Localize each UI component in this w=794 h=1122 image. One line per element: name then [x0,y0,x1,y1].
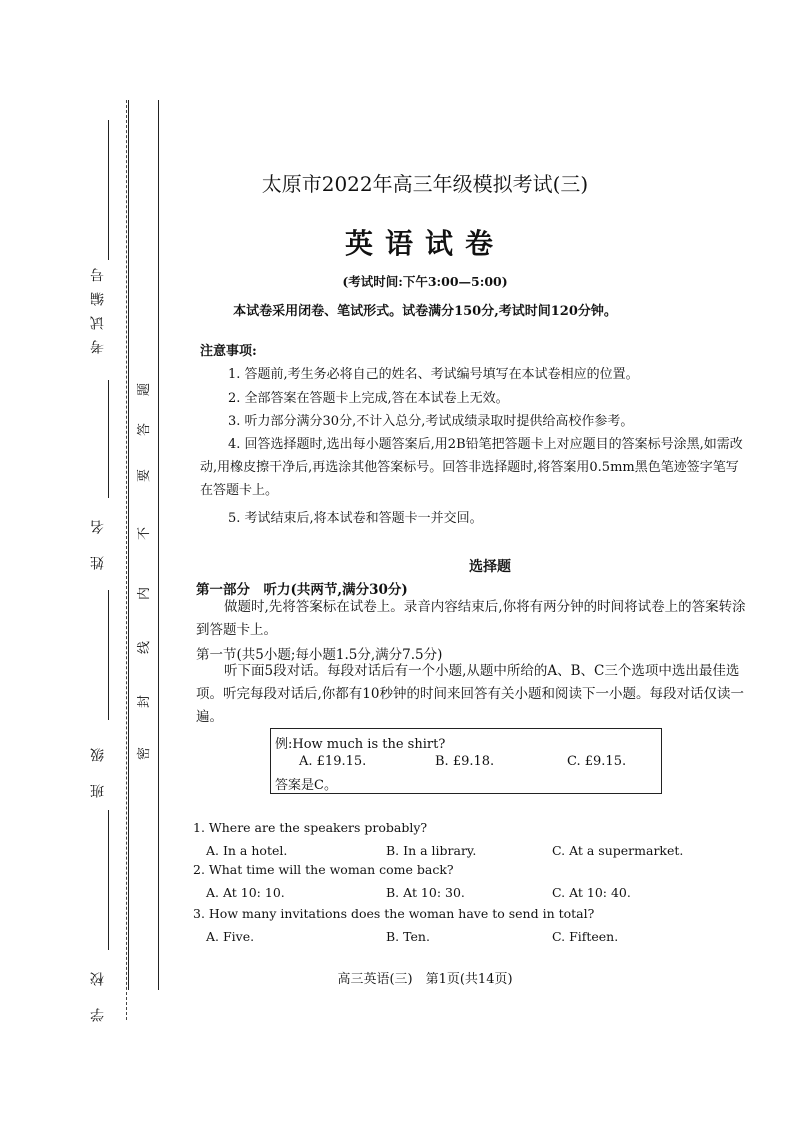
question-text: 3. How many invitations does the woman have to send in total? [193,906,595,921]
seal-char: 题 [137,382,153,397]
class-line [108,590,109,720]
sec1-instruction: 听下面5段对话。每段对话后有一个小题,从题中所给的A、B、C三个选项中选出最佳选项。听完每段对话后,你都有10秒钟的时间来回答有关小题和阅读下一小题。每段对话仅读一遍。 [196,663,744,725]
seal-char: 要 [137,468,153,483]
question-text: 1. Where are the speakers probably? [193,820,428,835]
exam-mode: 本试卷采用闭卷、笔试形式。试卷满分150分,考试时间120分钟。 [233,304,617,319]
exam-time: (考试时间:下午3:00—5:00) [342,274,508,289]
example-option: B. £9.18. [435,754,495,769]
binding-dashed-line [126,100,127,1020]
note-item: 4. 回答选择题时,选出每小题答案后,用2B铅笔把答题卡上对应题目的答案标号涂黑,如需改动,用橡皮擦干净后,再选涂其他答案标号。回答非选择题时,将答案用0.5mm黑色笔迹签字笔写在答题卡上。 [200,437,743,498]
binding-line-outer [158,100,159,990]
example-option: C. £9.15. [567,754,627,769]
example-option: A. £19.15. [299,754,367,769]
note-item: 1. 答题前,考生务必将自己的姓名、考试编号填写在本试卷相应的位置。 [228,367,639,382]
part1-instruction: 做题时,先将答案标在试卷上。录音内容结束后,你将有两分钟的时间将试卷上的答案转涂到答题卡上。 [196,599,746,638]
seal-char: 内 [137,586,153,601]
page-footer: 高三英语(三) 第1页(共14页) [337,972,513,987]
section-title: 选择题 [469,559,511,575]
note-item: 2. 全部答案在答题卡上完成,答在本试卷上无效。 [228,391,509,406]
question-option: B. In a library. [386,843,477,858]
question-option: C. Fifteen. [552,929,619,944]
seal-char: 封 [137,694,153,709]
seal-char: 答 [137,422,153,437]
question-text: 2. What time will the woman come back? [193,862,454,877]
question-option: C. At 10: 40. [552,885,631,900]
part1-title: 第一部分 听力(共两节,满分30分) [196,582,408,598]
example-answer: 答案是C。 [275,778,337,793]
question-option: B. At 10: 30. [386,885,465,900]
subject-title: 英语试卷 [344,227,505,260]
seal-char: 线 [137,640,153,655]
seal-char: 密 [137,746,153,761]
school-label: 学校 [90,950,106,1022]
exam-title: 太原市2022年高三年级模拟考试(三) [261,172,589,196]
question-option: B. Ten. [386,929,430,944]
name-line [108,380,109,498]
question-option: C. At a supermarket. [552,843,684,858]
class-label: 班级 [90,726,106,798]
school-line [108,810,109,950]
example-question: 例:How much is the shirt? [275,737,446,752]
question-option: A. Five. [206,929,255,944]
exam-id-label: 考试编号 [90,258,106,354]
notes-title: 注意事项: [200,344,257,359]
example-box [270,728,662,794]
seal-char: 不 [137,526,153,541]
name-label: 姓名 [90,498,106,570]
binding-line-inner [128,100,129,990]
question-option: A. In a hotel. [206,843,288,858]
question-option: A. At 10: 10. [206,885,285,900]
sec1-title: 第一节(共5小题;每小题1.5分,满分7.5分) [196,647,443,663]
exam-id-line [108,120,109,260]
note-item: 3. 听力部分满分30分,不计入总分,考试成绩录取时提供给高校作参考。 [228,414,634,429]
note-item: 5. 考试结束后,将本试卷和答题卡一并交回。 [228,511,483,526]
